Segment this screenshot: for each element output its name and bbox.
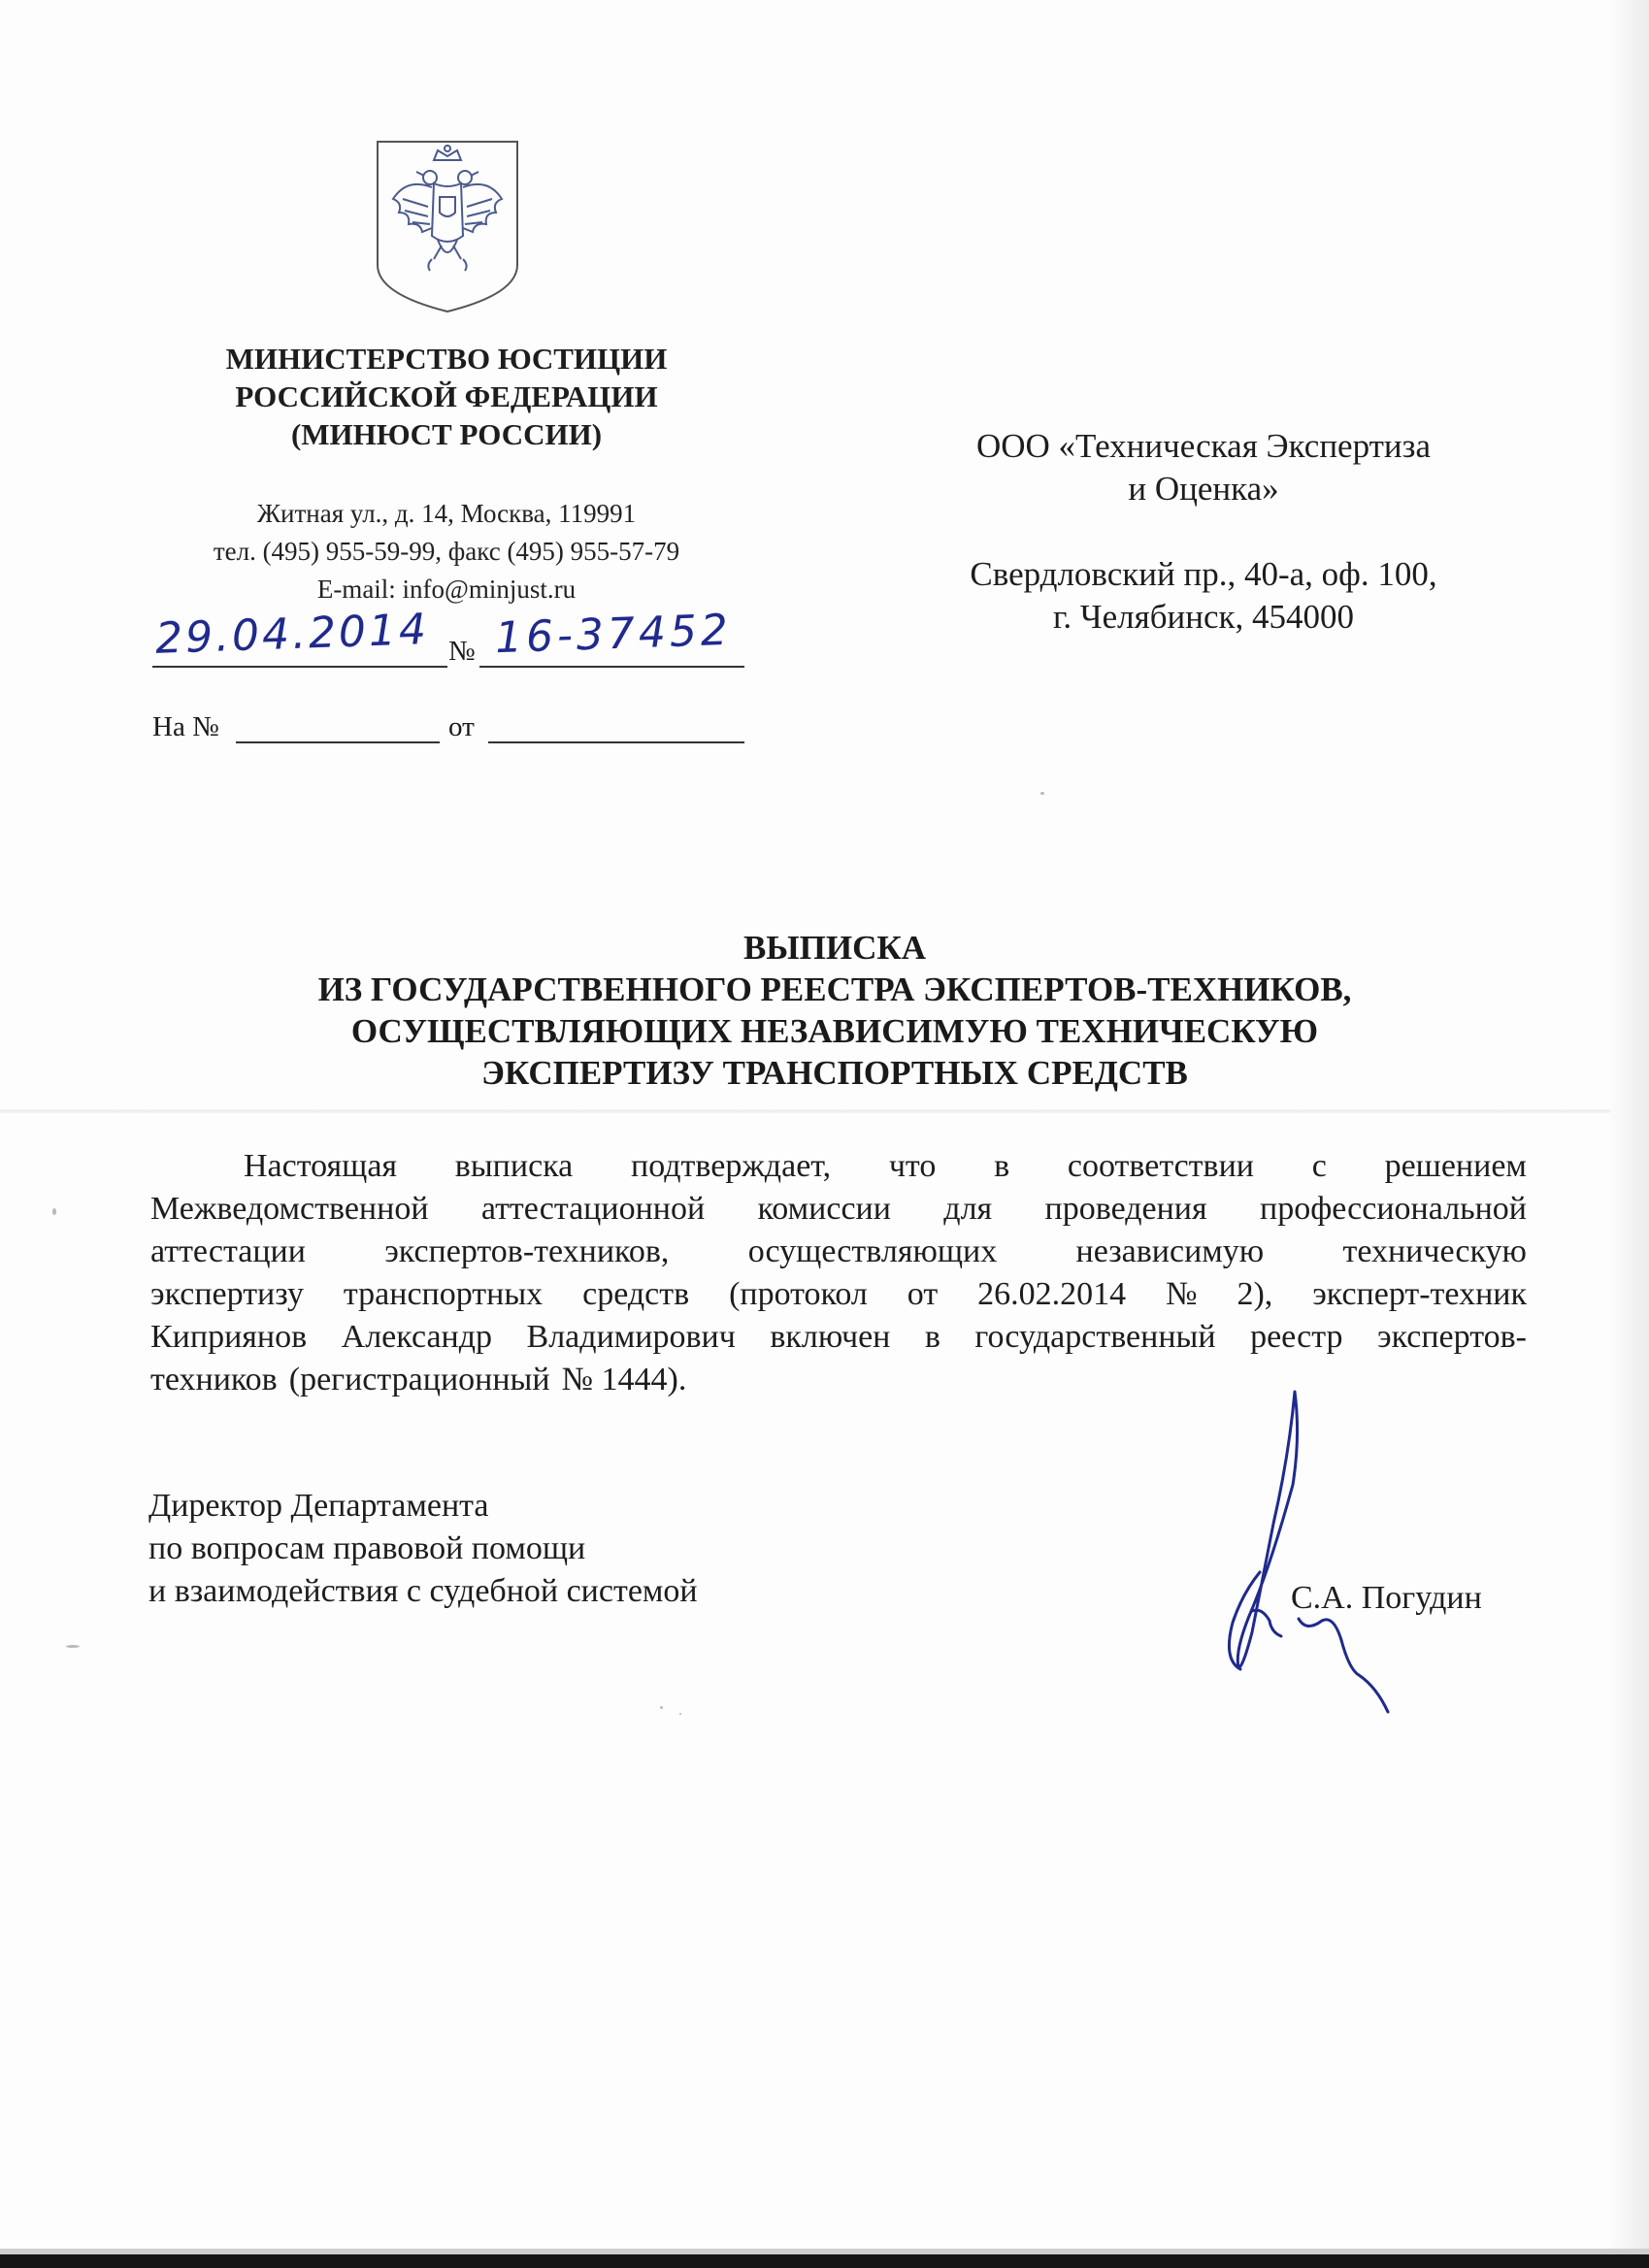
body-word: экспертизу bbox=[150, 1276, 304, 1312]
addressee-org-line: ООО «Техническая Экспертиза bbox=[975, 427, 1432, 465]
reference-prefix: На № bbox=[152, 711, 219, 742]
handwritten-signature bbox=[1213, 1378, 1485, 1727]
body-word: реестр bbox=[1250, 1319, 1343, 1355]
body-word: транспортных bbox=[343, 1276, 544, 1312]
scan-edge-shadow bbox=[1610, 0, 1649, 2268]
title-line: ОСУЩЕСТВЛЯЮЩИХ НЕЗАВИСИМУЮ ТЕХНИЧЕСКУЮ bbox=[350, 1012, 1319, 1050]
outgoing-number: 16-37452 bbox=[494, 605, 733, 664]
ministry-name bbox=[146, 340, 747, 453]
title-line: ЭКСПЕРТИЗУ ТРАНСПОРТНЫХ СРЕДСТВ bbox=[481, 1054, 1188, 1092]
body-word: выписка bbox=[454, 1148, 574, 1184]
body-word: от bbox=[907, 1276, 939, 1312]
ministry-address: Житная ул., д. 14, Москва, 119991 bbox=[256, 499, 637, 528]
number-underline bbox=[479, 666, 744, 668]
body-line bbox=[150, 1231, 1527, 1273]
body-line bbox=[150, 1145, 1527, 1188]
title-line: ИЗ ГОСУДАРСТВЕННОГО РЕЕСТРА ЭКСПЕРТОВ-ТЕХНИКОВ, bbox=[317, 970, 1352, 1008]
body-line bbox=[150, 1188, 1527, 1231]
scan-speck bbox=[66, 1645, 80, 1648]
body-word: Межведомственной bbox=[150, 1191, 429, 1227]
reference-number-blank bbox=[236, 741, 440, 743]
body-word: эксперт-техник bbox=[1312, 1276, 1527, 1312]
addressee-org-line: и Оценка» bbox=[1128, 470, 1279, 508]
document-title bbox=[146, 927, 1524, 1094]
reference-date-blank bbox=[488, 741, 744, 743]
body-word: Настоящая bbox=[244, 1148, 398, 1184]
signatory-position-line: и взаимодействия с судебной системой bbox=[148, 1573, 698, 1609]
body-word: Владимирович bbox=[526, 1319, 736, 1355]
body-word: (протокол bbox=[729, 1276, 868, 1312]
body-line bbox=[150, 1273, 1527, 1316]
signatory-position-line: Директор Департамента bbox=[148, 1488, 489, 1524]
body-word: экспертов- bbox=[1377, 1319, 1527, 1355]
outgoing-date: 29.04.2014 bbox=[154, 605, 430, 664]
body-word: в bbox=[924, 1319, 940, 1355]
body-word: профессиональной bbox=[1260, 1191, 1527, 1227]
ministry-email: E-mail: info@minjust.ru bbox=[316, 575, 577, 604]
body-word: техническую bbox=[1342, 1233, 1527, 1269]
body-word: для bbox=[943, 1191, 993, 1227]
body-line bbox=[150, 1316, 1527, 1359]
addressee-address-line: Свердловский пр., 40-а, оф. 100, bbox=[970, 555, 1437, 593]
scan-bottom-border bbox=[0, 2254, 1649, 2268]
paper-fold bbox=[0, 1109, 1649, 1113]
body-word: аттестационной bbox=[480, 1191, 706, 1227]
signatory-position-line: по вопросам правовой помощи bbox=[148, 1530, 586, 1566]
body-word: проведения bbox=[1044, 1191, 1207, 1227]
ministry-name-line: РОССИЙСКОЙ ФЕДЕРАЦИИ bbox=[235, 379, 658, 413]
body-word: 26.02.2014 bbox=[977, 1276, 1127, 1312]
scan-speck bbox=[679, 1713, 681, 1715]
body-word: с bbox=[1311, 1148, 1327, 1184]
body-word: № bbox=[1166, 1276, 1198, 1312]
body-word: Александр bbox=[341, 1319, 493, 1355]
scan-speck bbox=[1040, 792, 1044, 795]
title-line: ВЫПИСКА bbox=[742, 929, 927, 967]
ministry-contacts bbox=[146, 495, 747, 608]
body-word: (регистрационный bbox=[288, 1362, 550, 1397]
body-word: осуществляющих bbox=[747, 1233, 998, 1269]
body-word: государственный bbox=[974, 1319, 1216, 1355]
body-word: включен bbox=[770, 1319, 891, 1355]
addressee-block bbox=[922, 425, 1485, 639]
addressee-address-line: г. Челябинск, 454000 bbox=[1052, 598, 1355, 636]
reference-from-label: от bbox=[448, 711, 475, 742]
body-word: решением bbox=[1384, 1148, 1527, 1184]
body-word: независимую bbox=[1075, 1233, 1265, 1269]
body-word: соответствии bbox=[1067, 1148, 1254, 1184]
ministry-name-line: МИНИСТЕРСТВО ЮСТИЦИИ bbox=[225, 342, 668, 376]
body-word: экспертов-техников, bbox=[384, 1233, 670, 1269]
signatory-position bbox=[148, 1485, 698, 1613]
body-word: техников bbox=[150, 1362, 278, 1397]
signatory-name: С.А. Погудин bbox=[1291, 1580, 1482, 1616]
body-word: подтверждает, bbox=[631, 1148, 832, 1184]
body-word: № 1444). bbox=[561, 1362, 687, 1397]
ministry-name-line: (МИНЮСТ РОССИИ) bbox=[290, 417, 603, 451]
scan-speck bbox=[660, 1706, 663, 1709]
body-word: Киприянов bbox=[150, 1319, 308, 1355]
body-word: 2), bbox=[1237, 1276, 1273, 1312]
scan-speck bbox=[52, 1208, 56, 1215]
body-word: комиссии bbox=[757, 1191, 891, 1227]
body-word: что bbox=[888, 1148, 937, 1184]
coat-of-arms-icon bbox=[374, 139, 521, 315]
body-word: в bbox=[994, 1148, 1010, 1184]
body-word: средств bbox=[582, 1276, 690, 1312]
number-sign: № bbox=[448, 636, 476, 667]
ministry-phone-fax: тел. (495) 955-59-99, факс (495) 955-57-79 bbox=[213, 537, 680, 566]
date-underline bbox=[152, 666, 447, 668]
body-word: аттестации bbox=[150, 1233, 306, 1269]
body-paragraph bbox=[150, 1145, 1527, 1401]
